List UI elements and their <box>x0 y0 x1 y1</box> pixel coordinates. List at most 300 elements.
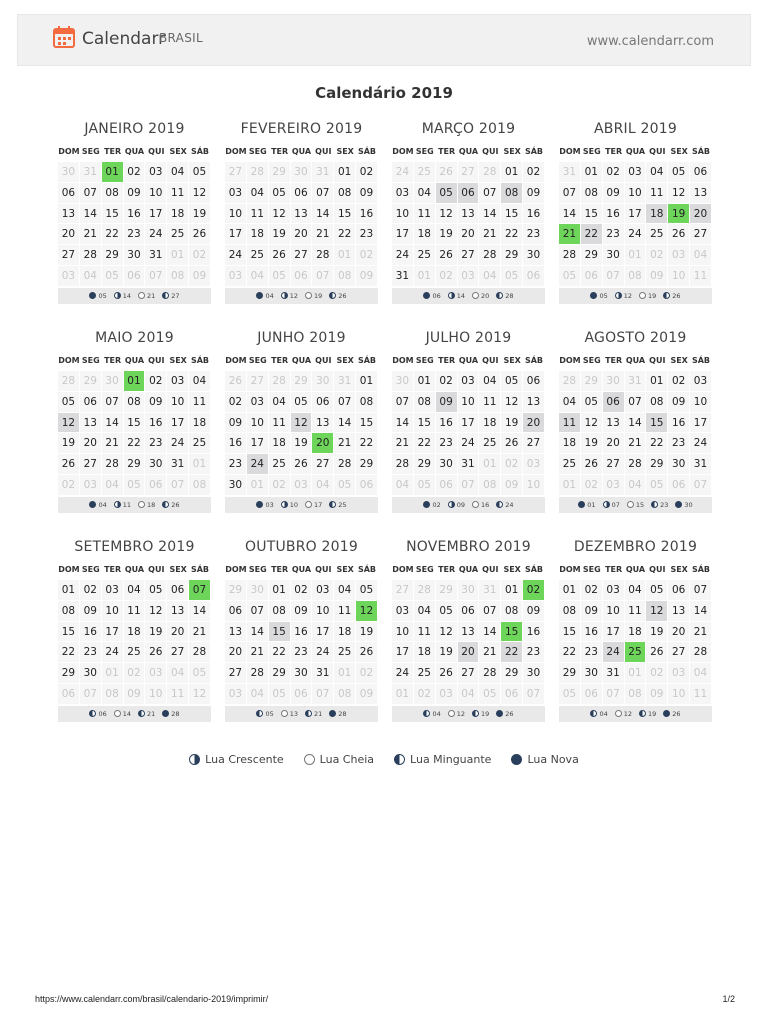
day-cell: 28 <box>80 245 102 266</box>
moon-minguante-icon <box>89 710 96 717</box>
day-cell-other-month: 05 <box>269 266 291 287</box>
day-cell-other-month: 04 <box>167 663 189 684</box>
day-cell: 28 <box>102 454 124 475</box>
moon-phase-day: 19 <box>648 291 657 300</box>
day-cell-other-month: 03 <box>58 266 80 287</box>
weekday-label: SEG <box>248 147 267 156</box>
day-cell-other-month: 28 <box>247 162 269 183</box>
day-cell-other-month: 05 <box>189 663 211 684</box>
day-cell: 31 <box>392 266 414 287</box>
moon-phase-day: 20 <box>481 291 490 300</box>
weekday-label: QUA <box>124 147 145 156</box>
day-cell-other-month: 07 <box>523 684 545 705</box>
day-grid <box>392 162 545 287</box>
moon-phase <box>89 292 106 300</box>
day-cell: 22 <box>269 642 291 663</box>
weekday-label: DOM <box>225 356 247 365</box>
day-cell: 12 <box>646 601 668 622</box>
day-cell-other-month: 04 <box>479 266 501 287</box>
day-cell: 05 <box>581 392 603 413</box>
day-cell: 24 <box>690 433 712 454</box>
day-cell: 25 <box>124 642 146 663</box>
day-cell: 29 <box>58 663 80 684</box>
day-cell-other-month: 11 <box>690 266 712 287</box>
moon-minguante-icon <box>651 501 658 508</box>
day-cell: 01 <box>269 580 291 601</box>
moon-phase-day: 26 <box>672 291 681 300</box>
moon-cheia-icon <box>304 754 315 765</box>
day-cell: 23 <box>523 224 545 245</box>
moon-phase <box>448 292 465 300</box>
day-cell: 21 <box>392 433 414 454</box>
weekday-label: SEG <box>248 565 267 574</box>
day-cell-other-month: 29 <box>80 371 102 392</box>
day-cell: 21 <box>625 433 647 454</box>
day-cell: 22 <box>124 433 146 454</box>
moon-phase-day: 13 <box>289 709 298 718</box>
month-calendar <box>559 537 712 722</box>
day-cell-other-month: 07 <box>145 266 167 287</box>
day-cell: 20 <box>668 622 690 643</box>
day-cell: 04 <box>559 392 581 413</box>
weekday-label: TER <box>438 147 456 156</box>
day-cell: 01 <box>356 371 378 392</box>
brand-name[interactable]: Calendarr <box>82 29 166 49</box>
day-cell: 26 <box>269 245 291 266</box>
weekday-header <box>392 352 545 369</box>
day-cell: 29 <box>102 245 124 266</box>
weekday-label: SEG <box>582 147 601 156</box>
moon-phase-day: 24 <box>505 500 514 509</box>
day-cell-other-month: 09 <box>189 266 211 287</box>
day-cell-other-month: 03 <box>225 266 247 287</box>
day-cell: 27 <box>690 224 712 245</box>
moon-legend <box>0 753 768 766</box>
day-cell: 10 <box>167 392 189 413</box>
day-cell-other-month: 02 <box>189 245 211 266</box>
day-cell-other-month: 07 <box>167 475 189 496</box>
moon-phase <box>472 710 489 718</box>
day-cell-other-month: 01 <box>625 245 647 266</box>
day-cell: 27 <box>603 454 625 475</box>
day-cell: 28 <box>690 642 712 663</box>
moon-nova-icon <box>511 754 522 765</box>
day-cell: 24 <box>392 245 414 266</box>
moon-phases-bar <box>58 288 211 304</box>
moon-phase-day: 17 <box>314 500 323 509</box>
moon-crescente-icon <box>281 501 288 508</box>
day-cell: 22 <box>501 224 523 245</box>
day-cell: 15 <box>58 622 80 643</box>
moon-phase <box>114 292 131 300</box>
weekday-label: SEG <box>415 565 434 574</box>
moon-phase <box>305 501 322 509</box>
day-cell: 27 <box>225 663 247 684</box>
day-cell: 24 <box>102 642 124 663</box>
day-cell: 16 <box>523 204 545 225</box>
day-cell: 07 <box>334 392 356 413</box>
day-cell: 11 <box>189 392 211 413</box>
day-cell: 15 <box>559 622 581 643</box>
moon-cheia-icon <box>472 501 479 508</box>
day-cell-other-month: 29 <box>225 580 247 601</box>
day-cell: 19 <box>581 433 603 454</box>
day-cell: 12 <box>291 413 313 434</box>
day-cell: 18 <box>625 622 647 643</box>
day-cell: 27 <box>458 245 480 266</box>
day-cell-other-month: 28 <box>414 580 436 601</box>
moon-phase-day: 04 <box>432 709 441 718</box>
moon-phase <box>423 710 440 718</box>
day-cell: 04 <box>625 580 647 601</box>
day-cell: 22 <box>559 642 581 663</box>
day-cell: 12 <box>436 622 458 643</box>
moon-minguante-icon <box>162 292 169 299</box>
day-cell: 04 <box>189 371 211 392</box>
moon-phase <box>578 501 595 509</box>
day-cell: 17 <box>392 642 414 663</box>
day-cell-other-month: 25 <box>414 162 436 183</box>
day-cell: 05 <box>646 580 668 601</box>
month-calendar <box>392 119 545 304</box>
moon-crescente-icon <box>448 292 455 299</box>
day-cell: 05 <box>269 183 291 204</box>
moon-phase <box>256 710 273 718</box>
day-cell-other-month: 01 <box>189 454 211 475</box>
day-cell: 20 <box>58 224 80 245</box>
day-cell: 18 <box>559 433 581 454</box>
day-cell: 22 <box>581 224 603 245</box>
weekday-label: DOM <box>559 565 581 574</box>
day-cell-other-month: 02 <box>356 663 378 684</box>
day-cell: 08 <box>356 392 378 413</box>
moon-phase <box>114 710 131 718</box>
moon-nova-icon <box>590 292 597 299</box>
moon-phases-bar <box>225 706 378 722</box>
day-cell: 19 <box>646 622 668 643</box>
country-label: BRASIL <box>159 31 203 45</box>
day-cell-other-month: 05 <box>501 266 523 287</box>
site-header <box>17 14 751 66</box>
day-cell: 04 <box>124 580 146 601</box>
day-cell: 07 <box>479 183 501 204</box>
day-cell-other-month: 01 <box>625 663 647 684</box>
weekday-label: SEX <box>336 356 354 365</box>
legend-item <box>189 753 283 766</box>
moon-phases-bar <box>392 288 545 304</box>
day-cell: 23 <box>145 433 167 454</box>
day-cell: 13 <box>167 601 189 622</box>
moon-crescente-icon <box>189 754 200 765</box>
moon-minguante-icon <box>329 292 336 299</box>
month-name: FEVEREIRO 2019 <box>240 121 363 137</box>
weekday-label: SÁB <box>190 356 210 365</box>
day-cell: 09 <box>356 183 378 204</box>
day-cell: 16 <box>291 622 313 643</box>
day-cell-other-month: 05 <box>646 475 668 496</box>
moon-phase <box>138 501 155 509</box>
moon-minguante-icon <box>472 710 479 717</box>
moon-cheia-icon <box>448 710 455 717</box>
weekday-label: SEX <box>503 565 521 574</box>
day-cell: 19 <box>269 224 291 245</box>
legend-label: Lua Crescente <box>205 753 284 766</box>
day-cell: 14 <box>625 413 647 434</box>
day-cell: 30 <box>523 663 545 684</box>
weekday-header <box>58 352 211 369</box>
month-name: MAIO 2019 <box>95 330 174 346</box>
day-grid <box>225 580 378 705</box>
moon-phase <box>329 292 346 300</box>
day-cell-other-month: 04 <box>625 475 647 496</box>
weekday-label: SEG <box>81 565 100 574</box>
day-cell: 30 <box>80 663 102 684</box>
weekday-label: DOM <box>559 147 581 156</box>
day-cell: 02 <box>124 162 146 183</box>
moon-phases-bar <box>559 288 712 304</box>
day-cell: 07 <box>247 601 269 622</box>
day-cell: 02 <box>291 580 313 601</box>
day-cell: 08 <box>646 392 668 413</box>
day-cell: 07 <box>189 580 211 601</box>
day-cell: 22 <box>334 224 356 245</box>
day-cell-other-month: 26 <box>225 371 247 392</box>
day-cell: 08 <box>414 392 436 413</box>
moon-phase-day: 12 <box>289 291 298 300</box>
day-cell-other-month: 05 <box>124 475 146 496</box>
day-cell: 17 <box>312 622 334 643</box>
weekday-label: QUA <box>458 147 479 156</box>
day-cell: 21 <box>312 224 334 245</box>
day-cell: 25 <box>414 245 436 266</box>
day-cell-other-month: 01 <box>414 266 436 287</box>
moon-phase <box>496 710 513 718</box>
day-cell: 13 <box>603 413 625 434</box>
day-cell-other-month: 04 <box>690 245 712 266</box>
day-cell-other-month: 31 <box>559 162 581 183</box>
day-cell: 26 <box>189 224 211 245</box>
day-cell-other-month: 06 <box>436 475 458 496</box>
moon-phase-day: 26 <box>171 500 180 509</box>
day-cell-other-month: 04 <box>392 475 414 496</box>
day-cell-other-month: 01 <box>102 663 124 684</box>
day-cell: 02 <box>603 162 625 183</box>
day-cell-other-month: 31 <box>479 580 501 601</box>
day-cell: 10 <box>312 601 334 622</box>
day-cell: 02 <box>668 371 690 392</box>
day-cell-other-month: 05 <box>334 475 356 496</box>
moon-phase <box>627 501 644 509</box>
day-cell: 12 <box>58 413 80 434</box>
day-cell: 14 <box>312 204 334 225</box>
moon-phase-day: 21 <box>147 291 156 300</box>
day-cell: 19 <box>189 204 211 225</box>
moon-phase-day: 28 <box>505 291 514 300</box>
day-cell: 25 <box>334 642 356 663</box>
day-cell: 29 <box>501 245 523 266</box>
day-cell-other-month: 07 <box>312 684 334 705</box>
day-grid <box>392 580 545 705</box>
day-cell: 10 <box>247 413 269 434</box>
day-cell-other-month: 01 <box>479 454 501 475</box>
day-cell: 24 <box>247 454 269 475</box>
day-cell: 07 <box>80 183 102 204</box>
moon-phase <box>256 501 273 509</box>
weekday-label: TER <box>271 147 289 156</box>
moon-phase-day: 05 <box>265 709 274 718</box>
moon-minguante-icon <box>496 501 503 508</box>
day-cell-other-month: 08 <box>625 684 647 705</box>
day-cell-other-month: 04 <box>80 266 102 287</box>
day-cell: 17 <box>145 204 167 225</box>
day-cell: 17 <box>625 204 647 225</box>
day-cell-other-month: 26 <box>436 162 458 183</box>
legend-item <box>511 753 578 766</box>
month-calendar <box>225 537 378 722</box>
weekday-label: SÁB <box>524 147 544 156</box>
day-cell: 30 <box>581 663 603 684</box>
moon-phase <box>615 292 632 300</box>
day-cell-other-month: 06 <box>291 266 313 287</box>
day-cell: 14 <box>247 622 269 643</box>
moon-nova-icon <box>256 501 263 508</box>
moon-cheia-icon <box>138 501 145 508</box>
moon-phase <box>329 710 346 718</box>
moon-phases-bar <box>58 497 211 513</box>
day-cell: 14 <box>80 204 102 225</box>
day-cell: 28 <box>479 245 501 266</box>
day-cell: 06 <box>603 392 625 413</box>
month-name: ABRIL 2019 <box>594 121 677 137</box>
day-cell: 18 <box>646 204 668 225</box>
day-cell: 28 <box>392 454 414 475</box>
day-cell-other-month: 02 <box>436 266 458 287</box>
day-cell: 30 <box>436 454 458 475</box>
moon-phase <box>162 710 179 718</box>
day-cell: 06 <box>167 580 189 601</box>
day-cell-other-month: 03 <box>523 454 545 475</box>
day-cell-other-month: 09 <box>356 266 378 287</box>
day-cell: 03 <box>603 580 625 601</box>
day-cell: 10 <box>392 622 414 643</box>
weekday-label: TER <box>104 147 122 156</box>
day-cell: 09 <box>581 601 603 622</box>
day-cell: 02 <box>581 580 603 601</box>
day-cell: 05 <box>145 580 167 601</box>
day-cell: 27 <box>668 642 690 663</box>
day-cell-other-month: 06 <box>501 684 523 705</box>
day-cell: 21 <box>102 433 124 454</box>
day-cell: 12 <box>581 413 603 434</box>
day-cell-other-month: 30 <box>291 162 313 183</box>
day-cell-other-month: 08 <box>189 475 211 496</box>
day-cell: 23 <box>225 454 247 475</box>
day-cell-other-month: 07 <box>603 684 625 705</box>
day-cell: 08 <box>581 183 603 204</box>
weekday-label: SEG <box>582 565 601 574</box>
moon-phase <box>114 501 131 509</box>
weekday-label: QUA <box>124 356 145 365</box>
day-cell: 31 <box>603 663 625 684</box>
moon-phases-bar <box>58 706 211 722</box>
day-cell-other-month: 27 <box>458 162 480 183</box>
month-calendar <box>559 328 712 513</box>
day-cell: 22 <box>414 433 436 454</box>
weekday-label: QUA <box>625 356 646 365</box>
calendar-logo-icon <box>53 26 75 48</box>
day-cell-other-month: 07 <box>603 266 625 287</box>
day-cell: 08 <box>124 392 146 413</box>
day-cell: 10 <box>145 183 167 204</box>
moon-phase-day: 15 <box>635 500 645 509</box>
moon-phase-day: 11 <box>122 500 131 509</box>
day-cell-other-month: 03 <box>668 245 690 266</box>
day-cell: 09 <box>291 601 313 622</box>
day-cell: 27 <box>523 433 545 454</box>
day-cell: 15 <box>124 413 146 434</box>
moon-phase <box>590 292 607 300</box>
day-cell: 19 <box>668 204 690 225</box>
moon-phase <box>448 710 465 718</box>
day-cell: 02 <box>523 162 545 183</box>
day-cell: 17 <box>603 622 625 643</box>
day-cell: 04 <box>334 580 356 601</box>
day-cell: 17 <box>690 413 712 434</box>
day-cell: 16 <box>668 413 690 434</box>
weekday-label: QUI <box>649 356 666 365</box>
moon-phase-day: 16 <box>481 500 490 509</box>
day-cell: 02 <box>436 371 458 392</box>
day-cell: 04 <box>247 183 269 204</box>
day-cell: 24 <box>392 663 414 684</box>
weekday-label: TER <box>605 565 623 574</box>
weekday-label: TER <box>104 565 122 574</box>
day-cell: 24 <box>458 433 480 454</box>
day-cell: 16 <box>225 433 247 454</box>
day-cell-other-month: 04 <box>458 684 480 705</box>
day-cell: 30 <box>145 454 167 475</box>
day-cell: 17 <box>392 224 414 245</box>
day-cell: 18 <box>167 204 189 225</box>
day-cell: 22 <box>58 642 80 663</box>
moon-nova-icon <box>162 710 169 717</box>
day-cell-other-month: 03 <box>145 663 167 684</box>
day-cell: 08 <box>269 601 291 622</box>
day-cell: 06 <box>58 183 80 204</box>
month-calendar <box>58 328 211 513</box>
moon-phase-day: 06 <box>98 709 107 718</box>
moon-crescente-icon <box>114 292 121 299</box>
day-cell: 13 <box>291 204 313 225</box>
day-cell-other-month: 10 <box>523 475 545 496</box>
moon-nova-icon <box>89 501 96 508</box>
moon-phase-day: 09 <box>456 500 465 509</box>
day-cell-other-month: 02 <box>646 245 668 266</box>
day-cell: 16 <box>523 622 545 643</box>
weekday-label: SÁB <box>524 356 544 365</box>
weekday-label: TER <box>605 356 623 365</box>
day-cell-other-month: 03 <box>458 266 480 287</box>
moon-phase <box>496 292 513 300</box>
moon-phase <box>651 501 668 509</box>
moon-cheia-icon <box>305 501 312 508</box>
day-cell: 28 <box>312 245 334 266</box>
weekday-label: QUA <box>625 147 646 156</box>
site-url-link[interactable]: www.calendarr.com <box>586 34 714 49</box>
moon-phase <box>423 501 440 509</box>
day-cell: 01 <box>581 162 603 183</box>
legend-item <box>394 753 491 766</box>
